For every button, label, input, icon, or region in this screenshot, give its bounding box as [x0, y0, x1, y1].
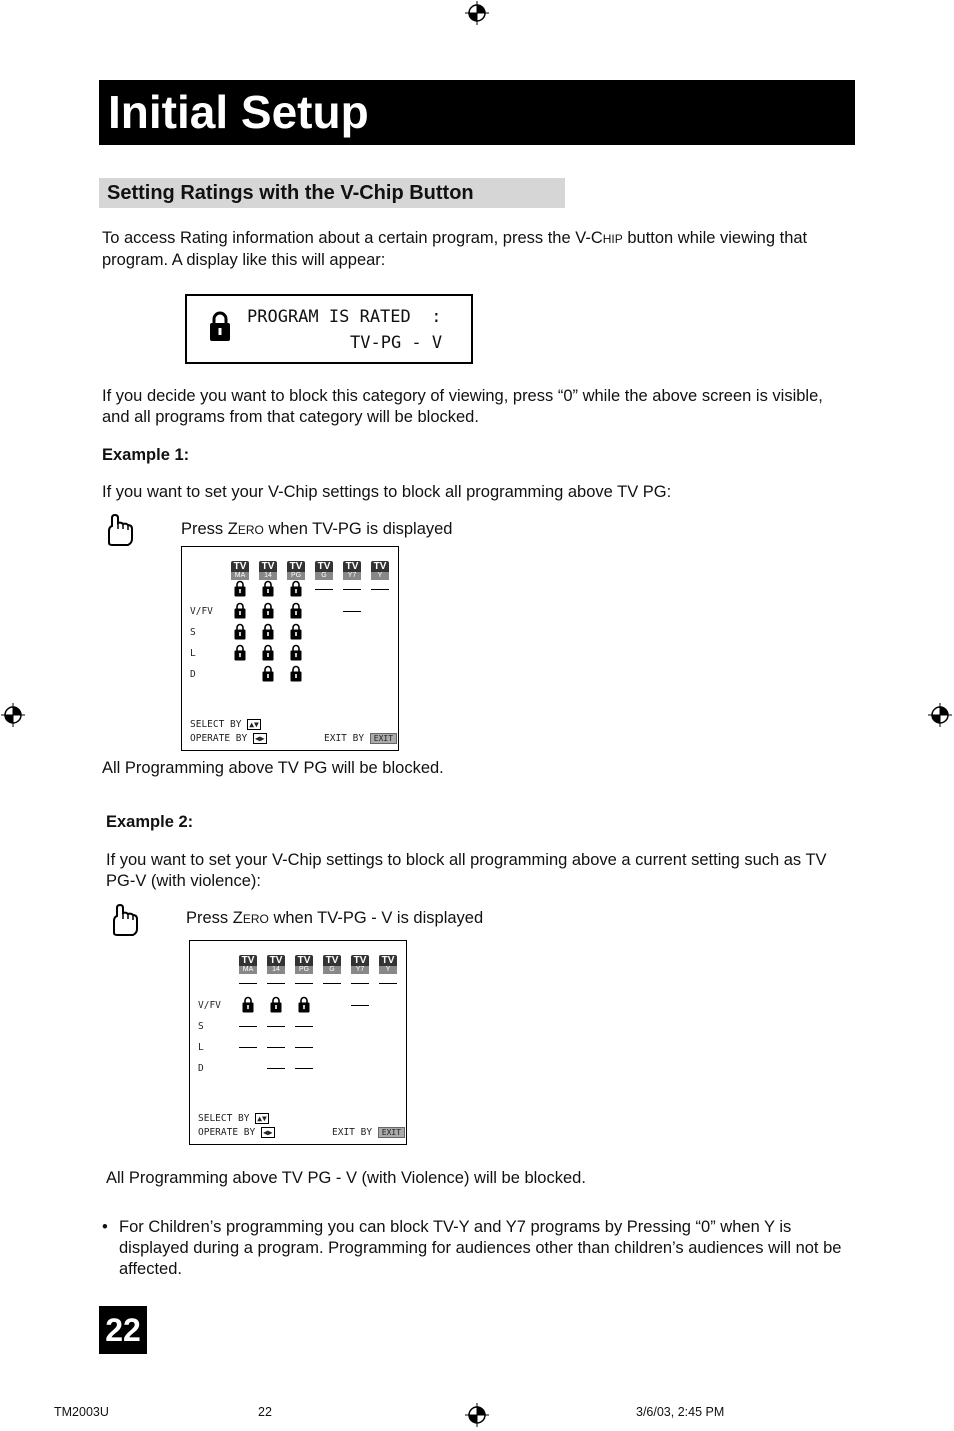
bullet-marker: •	[102, 1218, 108, 1236]
unblocked-dash	[351, 1005, 369, 1006]
press-text-pre: Press Z	[186, 909, 243, 927]
press-text-post: when TV-PG is displayed	[263, 520, 453, 538]
rating-tv-text: TV	[345, 561, 359, 572]
unblocked-dash	[267, 983, 285, 984]
lock-icon	[298, 996, 310, 1013]
registration-mark-icon	[465, 1, 489, 25]
rating-tv-text: TV	[317, 561, 331, 572]
lock-icon	[234, 602, 246, 619]
exit-label: EXIT BY	[324, 733, 365, 744]
unblocked-dash	[295, 1068, 313, 1069]
vchip-panel-example2	[189, 940, 407, 1145]
row-label: L	[190, 648, 196, 659]
unblocked-dash	[371, 589, 389, 590]
unblocked-dash	[295, 1026, 313, 1027]
lock-icon	[290, 602, 302, 619]
footer-timestamp: 3/6/03, 2:45 PM	[636, 1405, 725, 1419]
exit-button[interactable]: EXIT	[370, 733, 397, 744]
row-label: D	[190, 669, 196, 680]
rating-sub-text: G	[323, 966, 341, 974]
zero-key-name: ERO	[237, 523, 264, 537]
exit-label: EXIT BY	[332, 1127, 373, 1138]
rating-sub-text: G	[315, 572, 333, 580]
example2-caption: All Programming above TV PG - V (with Violence) will be blocked.	[106, 1169, 586, 1187]
hand-pointer-icon	[103, 513, 137, 547]
rating-y7-icon	[343, 561, 361, 579]
rating-pg-icon	[295, 955, 313, 973]
press-text-pre: Press Z	[181, 520, 238, 538]
lock-icon	[209, 310, 231, 342]
rating-sub-text: Y	[371, 572, 389, 580]
example1-heading: Example 1:	[102, 446, 190, 464]
lock-icon	[262, 580, 274, 597]
operate-instruction	[190, 733, 267, 744]
lock-icon	[290, 644, 302, 661]
rating-tv-text: TV	[261, 561, 275, 572]
rating-display-box	[185, 294, 473, 364]
lock-icon	[270, 996, 282, 1013]
unblocked-dash	[323, 983, 341, 984]
row-label: V/FV	[190, 606, 213, 617]
lock-icon	[234, 580, 246, 597]
rating-y-icon	[379, 955, 397, 973]
exit-instruction	[324, 733, 397, 744]
example2-heading: Example 2:	[106, 813, 194, 831]
rating-sub-text: Y7	[351, 966, 369, 974]
unblocked-dash	[295, 983, 313, 984]
unblocked-dash	[315, 589, 333, 590]
row-label: S	[190, 627, 196, 638]
lock-icon	[234, 623, 246, 640]
zero-key-name: ERO	[242, 912, 269, 926]
section-title: Setting Ratings with the V-Chip Button	[99, 178, 565, 208]
rating-sub-text: MA	[239, 966, 257, 974]
intro-text-post: button while viewing that program. A display like this will appear:	[102, 229, 808, 269]
registration-mark-icon	[1, 703, 25, 727]
unblocked-dash	[379, 983, 397, 984]
example1-text: If you want to set your V-Chip settings to block all programming above TV PG:	[102, 483, 672, 501]
up-down-arrows-icon: ▲▼	[257, 1114, 267, 1123]
rating-sub-text: PG	[295, 966, 313, 974]
rating-sub-text: 14	[267, 966, 285, 974]
operate-label: OPERATE BY	[190, 733, 248, 744]
block-paragraph: If you decide you want to block this category of viewing, press “0” while the above screen is visible, and all programs from that category will be blocked.	[102, 387, 823, 426]
unblocked-dash	[351, 983, 369, 984]
unblocked-dash	[343, 589, 361, 590]
rating-sub-text: Y7	[343, 572, 361, 580]
lock-icon	[290, 580, 302, 597]
intro-paragraph	[102, 228, 842, 271]
unblocked-dash	[239, 1047, 257, 1048]
lock-icon	[262, 665, 274, 682]
hand-pointer-icon	[108, 903, 142, 937]
rating-sub-text: MA	[231, 572, 249, 580]
unblocked-dash	[239, 1026, 257, 1027]
row-label: L	[198, 1042, 204, 1053]
rating-14-icon	[267, 955, 285, 973]
left-right-arrows-icon: ◀▶	[262, 1128, 273, 1137]
intro-button-name: HIP	[602, 232, 623, 246]
left-right-arrows-icon: ◀▶	[254, 734, 265, 743]
rating-ma-icon	[239, 955, 257, 973]
rating-tv-text: TV	[241, 955, 255, 966]
select-label: SELECT BY	[198, 1113, 250, 1124]
footer-doc-id: TM2003U	[54, 1405, 109, 1419]
rating-y7-icon	[351, 955, 369, 973]
footer-page: 22	[258, 1405, 272, 1419]
example2-press-instruction	[186, 908, 483, 930]
registration-mark-icon	[928, 703, 952, 727]
rating-g-icon	[323, 955, 341, 973]
select-instruction	[190, 719, 261, 730]
unblocked-dash	[343, 611, 361, 612]
lock-icon	[234, 644, 246, 661]
example2-text: If you want to set your V-Chip settings to block all programming above a current setting such as TV PG-V (with violence):	[106, 851, 827, 890]
rated-line-1: PROGRAM IS RATED :	[247, 307, 442, 327]
lock-icon	[290, 623, 302, 640]
rating-g-icon	[315, 561, 333, 579]
rating-sub-text: PG	[287, 572, 305, 580]
page-title: Initial Setup	[99, 80, 855, 145]
example1-press-instruction	[181, 519, 452, 541]
rating-sub-text: Y	[379, 966, 397, 974]
intro-text-pre: To access Rating information about a certain program, press the V-C	[102, 229, 603, 247]
rated-line-2: TV-PG - V	[350, 333, 443, 353]
unblocked-dash	[267, 1068, 285, 1069]
example1-caption: All Programming above TV PG will be blocked.	[102, 759, 444, 777]
rating-tv-text: TV	[297, 955, 311, 966]
rating-sub-text: 14	[259, 572, 277, 580]
unblocked-dash	[267, 1026, 285, 1027]
rating-tv-text: TV	[233, 561, 247, 572]
lock-icon	[262, 602, 274, 619]
rating-tv-text: TV	[325, 955, 339, 966]
press-text-post: when TV-PG - V is displayed	[268, 909, 484, 927]
lock-icon	[262, 644, 274, 661]
rating-tv-text: TV	[373, 561, 387, 572]
unblocked-dash	[295, 1047, 313, 1048]
unblocked-dash	[267, 1047, 285, 1048]
lock-icon	[242, 996, 254, 1013]
rating-tv-text: TV	[269, 955, 283, 966]
up-down-arrows-icon: ▲▼	[249, 720, 259, 729]
operate-instruction	[198, 1127, 275, 1138]
row-label: V/FV	[198, 1000, 221, 1011]
select-label: SELECT BY	[190, 719, 242, 730]
exit-instruction	[332, 1127, 405, 1138]
row-label: S	[198, 1021, 204, 1032]
exit-button[interactable]: EXIT	[378, 1127, 405, 1138]
rating-tv-text: TV	[289, 561, 303, 572]
page-number: 22	[99, 1306, 147, 1354]
operate-label: OPERATE BY	[198, 1127, 256, 1138]
rating-tv-text: TV	[353, 955, 367, 966]
unblocked-dash	[239, 983, 257, 984]
rating-y-icon	[371, 561, 389, 579]
rating-14-icon	[259, 561, 277, 579]
children-bullet-text: For Children’s programming you can block TV-Y and Y7 programs by Pressing “0” when Y is displayed during a program. Programming for audiences other than children’s audiences will not be affected.	[119, 1218, 842, 1278]
row-label: D	[198, 1063, 204, 1074]
lock-icon	[290, 665, 302, 682]
rating-tv-text: TV	[381, 955, 395, 966]
vchip-panel-example1	[181, 546, 399, 751]
registration-mark-icon	[465, 1403, 489, 1427]
rating-pg-icon	[287, 561, 305, 579]
select-instruction	[198, 1113, 269, 1124]
rating-ma-icon	[231, 561, 249, 579]
lock-icon	[262, 623, 274, 640]
